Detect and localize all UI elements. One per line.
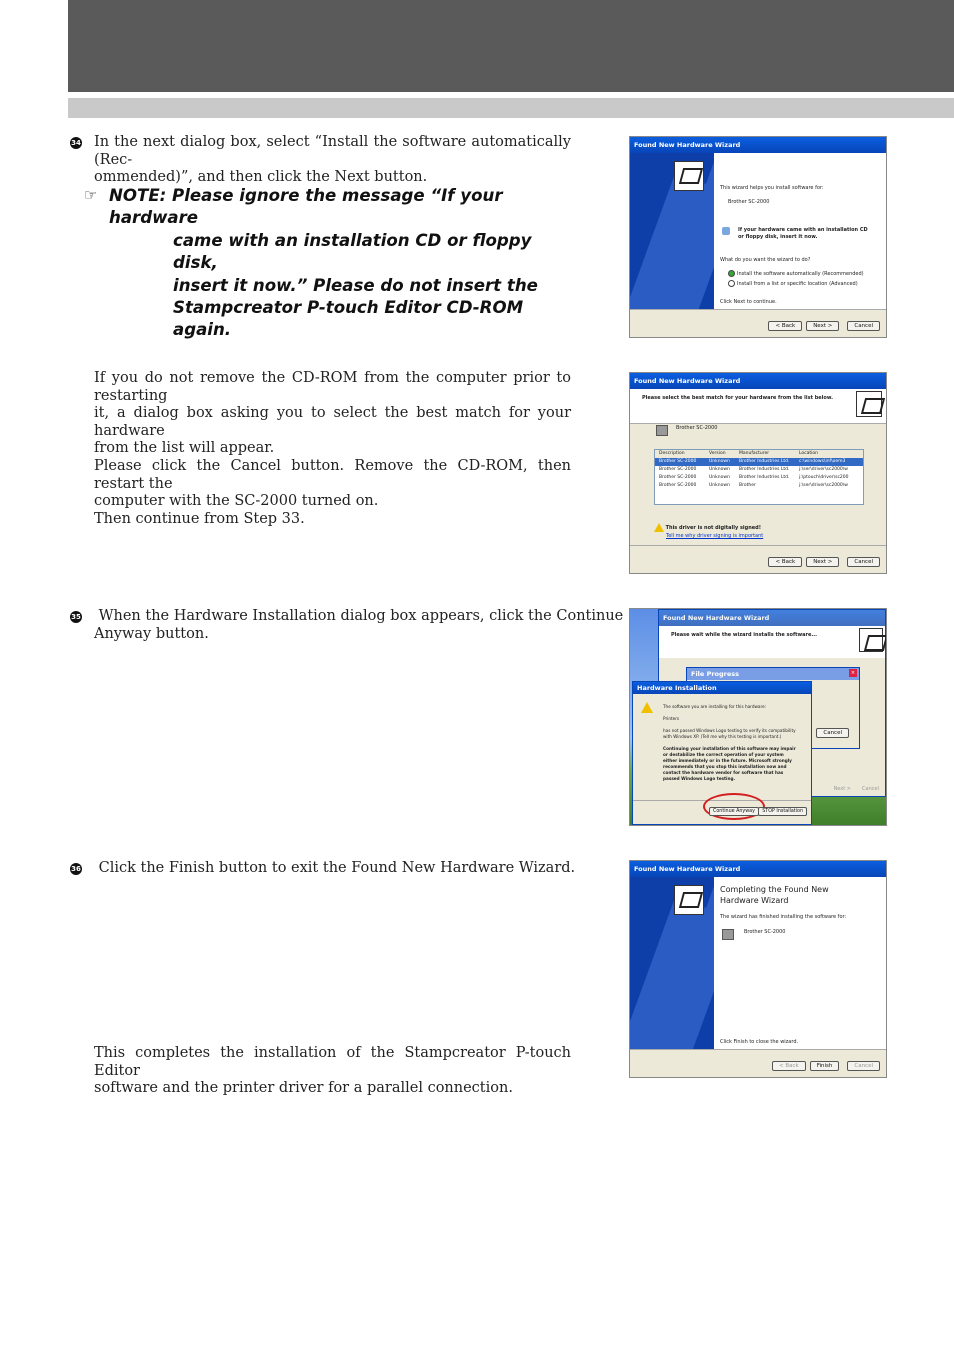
hardware-installation-dialog [632, 681, 812, 825]
option-auto-radio[interactable] [728, 270, 864, 277]
wizard-question: What do you want the wizard to do? [720, 257, 811, 263]
list-header: Please select the best match for your hardware from the list below. [642, 395, 834, 401]
file-progress-title: File Progress [687, 668, 859, 680]
printer-icon [656, 425, 668, 436]
header-band [68, 0, 954, 92]
option-auto-label: Install the software automatically (Recommended) [737, 271, 864, 277]
dialog-bold-5: contact the hardware vendor for software that has [663, 770, 784, 775]
wizard-hardware-icon [674, 161, 704, 191]
col-description: Description [659, 451, 685, 456]
driver-list[interactable] [654, 449, 864, 505]
device-name: Brother SC-2000 [744, 929, 786, 935]
device-name: Brother SC-2000 [676, 425, 718, 431]
cdrom-info-paragraph [94, 370, 571, 528]
step-35-line-2: Anyway button. [94, 625, 209, 642]
finish-button[interactable]: Finish [810, 1061, 840, 1071]
continue-anyway-button[interactable]: Continue Anyway [709, 807, 759, 816]
col-manufacturer: Manufacturer [739, 451, 770, 456]
table-row[interactable]: Brother SC-2000 Unknown Brother Industries Ltd. c:\windows\inf\oem3 [655, 458, 863, 466]
closing-line-2: software and the printer driver for a parallel connection. [94, 1080, 513, 1097]
warning-icon [641, 702, 653, 713]
window-title: Found New Hardware Wizard [630, 137, 886, 153]
cancel-button[interactable]: Cancel [847, 557, 880, 567]
back-button[interactable]: < Back [772, 1061, 806, 1071]
note-line-3: insert it now.” Please do not insert the [173, 275, 538, 295]
screenshot-wizard-install-options [629, 136, 887, 338]
stop-installation-button[interactable]: STOP Installation [758, 807, 807, 816]
wizard-hardware-icon [856, 391, 882, 417]
dialog-bold-2: or destabilize the correct operation of your system [663, 752, 784, 757]
cd-icon [722, 227, 730, 235]
dialog-title: Hardware Installation [633, 682, 811, 694]
cd-line-2: or floppy disk, insert it now. [738, 234, 818, 240]
cancel-button[interactable]: Cancel [847, 321, 880, 331]
dialog-bold-6: passed Windows Logo testing. [663, 776, 736, 781]
dialog-bold-1: Continuing your installation of this software may impair [663, 746, 796, 751]
info-line-1: If you do not remove the CD-ROM from the computer prior to restarting [94, 370, 571, 404]
step-36-text: Click the Finish button to exit the Found New Hardware Wizard. [94, 860, 576, 876]
complete-heading-2: Hardware Wizard [720, 896, 789, 905]
step-number-35: 35 [71, 613, 81, 621]
table-row[interactable]: Brother SC-2000 Unknown Brother Industries Ltd. j:\ser\driver\sc2000\w [659, 467, 848, 472]
dialog-line-1: The software you are installing for this hardware: [663, 704, 767, 709]
dialog-line-4: with Windows XP. (Tell me why this testing is important.) [663, 734, 782, 739]
info-line-4: Please click the Cancel button. Remove the CD-ROM, then restart the [94, 457, 571, 492]
back-next-button[interactable]: Next > [833, 786, 851, 792]
step-35-text [94, 608, 624, 643]
dialog-bold-3: either immediately or in the future. Microsoft strongly [663, 758, 792, 763]
info-line-3: from the list will appear. [94, 440, 275, 457]
cd-line-1: If your hardware came with an installation CD [738, 227, 868, 233]
step-number-36: 36 [71, 865, 81, 873]
note-block [109, 185, 579, 342]
back-cancel-button[interactable]: Cancel [862, 786, 879, 792]
step-34-line-1: In the next dialog box, select “Install the software automatically (Rec- [94, 134, 571, 168]
window-title: Found New Hardware Wizard [630, 861, 886, 877]
cancel-button[interactable]: Cancel [847, 1061, 880, 1071]
closing-line-1: This completes the installation of the Stampcreator P-touch Editor [94, 1045, 571, 1079]
close-icon[interactable]: × [850, 670, 856, 676]
warning-icon [654, 523, 664, 532]
note-hand-icon: ☞ [84, 186, 98, 204]
finished-text: The wizard has finished installing the software for: [720, 914, 847, 920]
close-hint: Click Finish to close the wizard. [720, 1039, 799, 1045]
list-header-row [655, 450, 863, 458]
back-button[interactable]: < Back [768, 321, 802, 331]
wait-header: Please wait while the wizard installs the software... [671, 632, 818, 638]
step-35-line-1: When the Hardware Installation dialog box appears, click the Continue [94, 608, 624, 624]
step-number-34: 34 [71, 139, 81, 147]
info-line-6: Then continue from Step 33. [94, 510, 305, 527]
wizard-intro: This wizard helps you install software for: [720, 185, 824, 191]
col-version: Version [709, 451, 726, 456]
screenshot-hardware-installation [629, 608, 887, 826]
back-button[interactable]: < Back [768, 557, 802, 567]
dialog-line-2: Printers [663, 716, 680, 721]
note-line-1: NOTE: Please ignore the message “If your hardware [109, 186, 503, 228]
progress-cancel-button[interactable]: Cancel [816, 728, 849, 738]
info-line-2: it, a dialog box asking you to select the best match for your hardware [94, 405, 571, 439]
step-34-text [94, 134, 571, 187]
note-line-2: came with an installation CD or floppy disk, [173, 230, 532, 273]
info-line-5: computer with the SC-2000 turned on. [94, 493, 379, 510]
wizard-hardware-icon [674, 885, 704, 915]
wizard-hardware-icon [859, 628, 883, 652]
table-row[interactable]: Brother SC-2000 Unknown Brother j:\ser\driver\sc2000\w [659, 483, 848, 488]
device-name: Brother SC-2000 [728, 199, 770, 205]
next-button[interactable]: Next > [806, 321, 839, 331]
closing-paragraph [94, 1045, 571, 1098]
note-line-5: again. [173, 320, 232, 340]
next-button[interactable]: Next > [806, 557, 839, 567]
screenshot-best-match-list [629, 372, 887, 574]
option-advanced-label: Install from a list or specific location (Advanced) [737, 281, 858, 287]
dialog-line-3: has not passed Windows Logo testing to verify its compatibility [663, 728, 796, 733]
next-hint: Click Next to continue. [720, 299, 777, 305]
col-location: Location [799, 451, 819, 456]
unsigned-warning: This driver is not digitally signed! [665, 525, 762, 531]
note-line-4: Stampcreator P-touch Editor CD-ROM [173, 298, 524, 318]
continue-highlight [703, 793, 765, 820]
driver-signing-link[interactable]: Tell me why driver signing is important [666, 533, 764, 539]
screenshot-wizard-complete [629, 860, 887, 1078]
printer-icon [722, 929, 734, 940]
warning-row [654, 523, 761, 532]
table-row[interactable]: Brother SC-2000 Unknown Brother Industries Ltd. j:\ptouch\driver\sc200 [659, 475, 849, 480]
window-title: Found New Hardware Wizard [630, 373, 886, 389]
option-advanced-radio[interactable] [728, 280, 858, 287]
dialog-bold-4: recommends that you stop this installation now and [663, 764, 787, 769]
complete-heading-1: Completing the Found New [720, 885, 829, 894]
window-title: Found New Hardware Wizard [659, 610, 885, 626]
step-34-line-2: ommended)”, and then click the Next button. [94, 169, 428, 186]
subheader-band [68, 98, 954, 118]
